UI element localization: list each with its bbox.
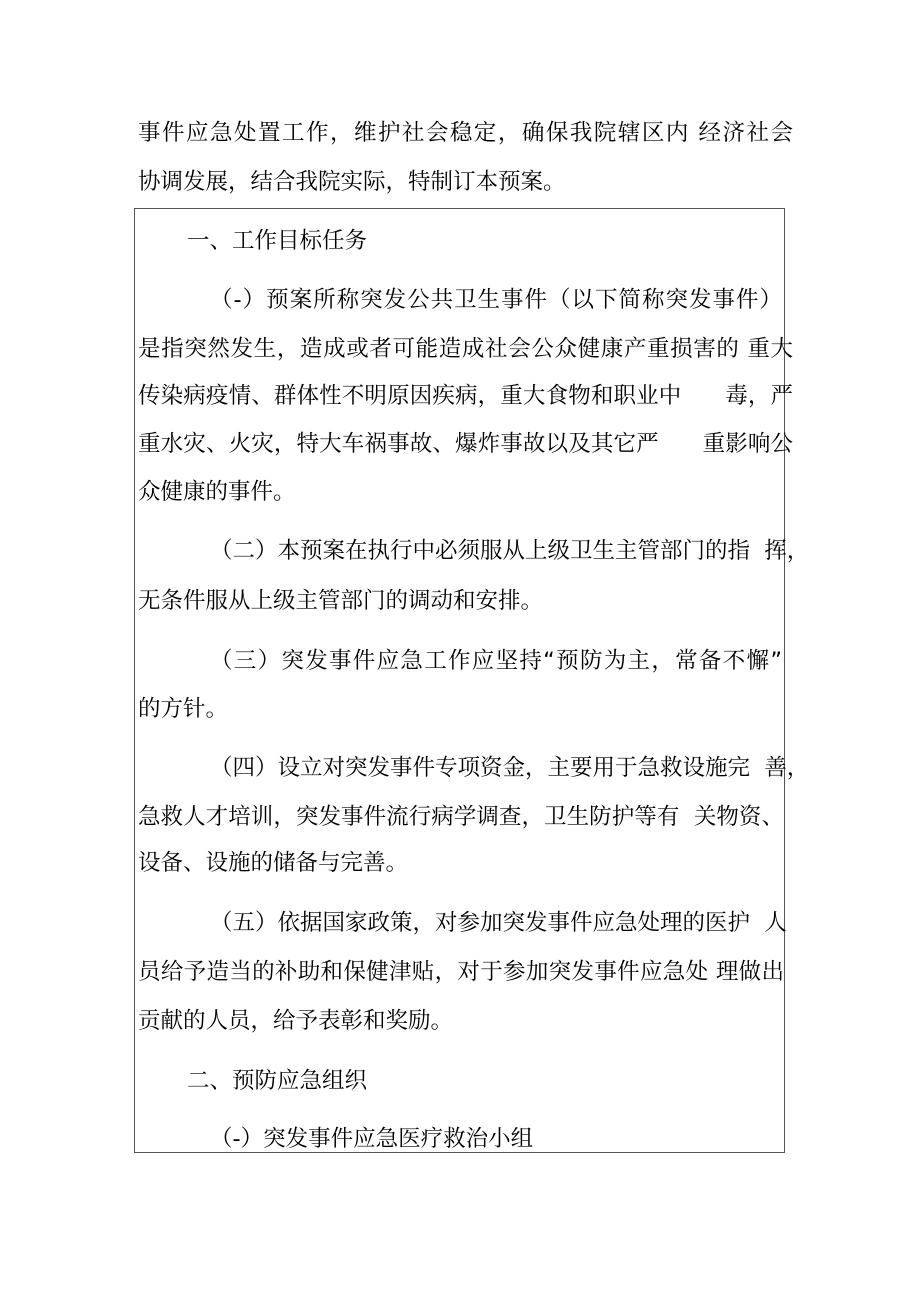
- paragraph-line: 的方针。: [138, 696, 229, 722]
- paragraph-line: 众健康的事件。: [138, 479, 296, 505]
- paragraph-line: 重水灾、火灾，特大车祸事故、爆炸事故以及其它严 重影响公: [138, 431, 793, 457]
- paragraph-line: 贡献的人员，给予表彰和奖励。: [138, 1008, 454, 1034]
- paragraph-line: 传染病疫情、群体性不明原因疾病，重大食物和职业中 毒，严: [138, 383, 793, 409]
- paragraph-line: （三）突发事件应急工作应坚持“预防为主，常备不懈”: [210, 648, 782, 674]
- paragraph-line: （五）依据国家政策，对参加突发事件应急处理的医护 人: [210, 910, 787, 936]
- paragraph-line: 急救人才培训，突发事件流行病学调查，卫生防护等有 关物资、: [138, 804, 784, 830]
- paragraph-line: 是指突然发生，造成或者可能造成社会公众健康产重损害的 重大: [138, 336, 793, 362]
- subsection-heading: （-）突发事件应急医疗救治小组: [210, 1126, 534, 1152]
- intro-line: 协调发展，结合我院实际，特制订本预案。: [138, 169, 566, 195]
- paragraph-line: 设备、设施的储备与完善。: [138, 850, 409, 876]
- section-heading: 二、预防应急组织: [187, 1068, 368, 1094]
- section-heading: 一、工作目标任务: [187, 228, 368, 254]
- paragraph-line: （四）设立对突发事件专项资金，主要用于急救设施完 善，: [210, 755, 810, 781]
- intro-line: 事件应急处置工作，维护社会稳定，确保我院辖区内 经济社会: [138, 120, 793, 146]
- paragraph-line: 员给予造当的补助和保健津贴，对于参加突发事件应急处 理做出: [138, 959, 784, 985]
- paragraph-line: （二）本预案在执行中必须服从上级卫生主管部门的指 挥，: [210, 538, 810, 564]
- paragraph-line: （-）预案所称突发公共卫生事件（以下简称突发事件）: [210, 287, 782, 313]
- paragraph-line: 无条件服从上级主管部门的调动和安排。: [138, 588, 544, 614]
